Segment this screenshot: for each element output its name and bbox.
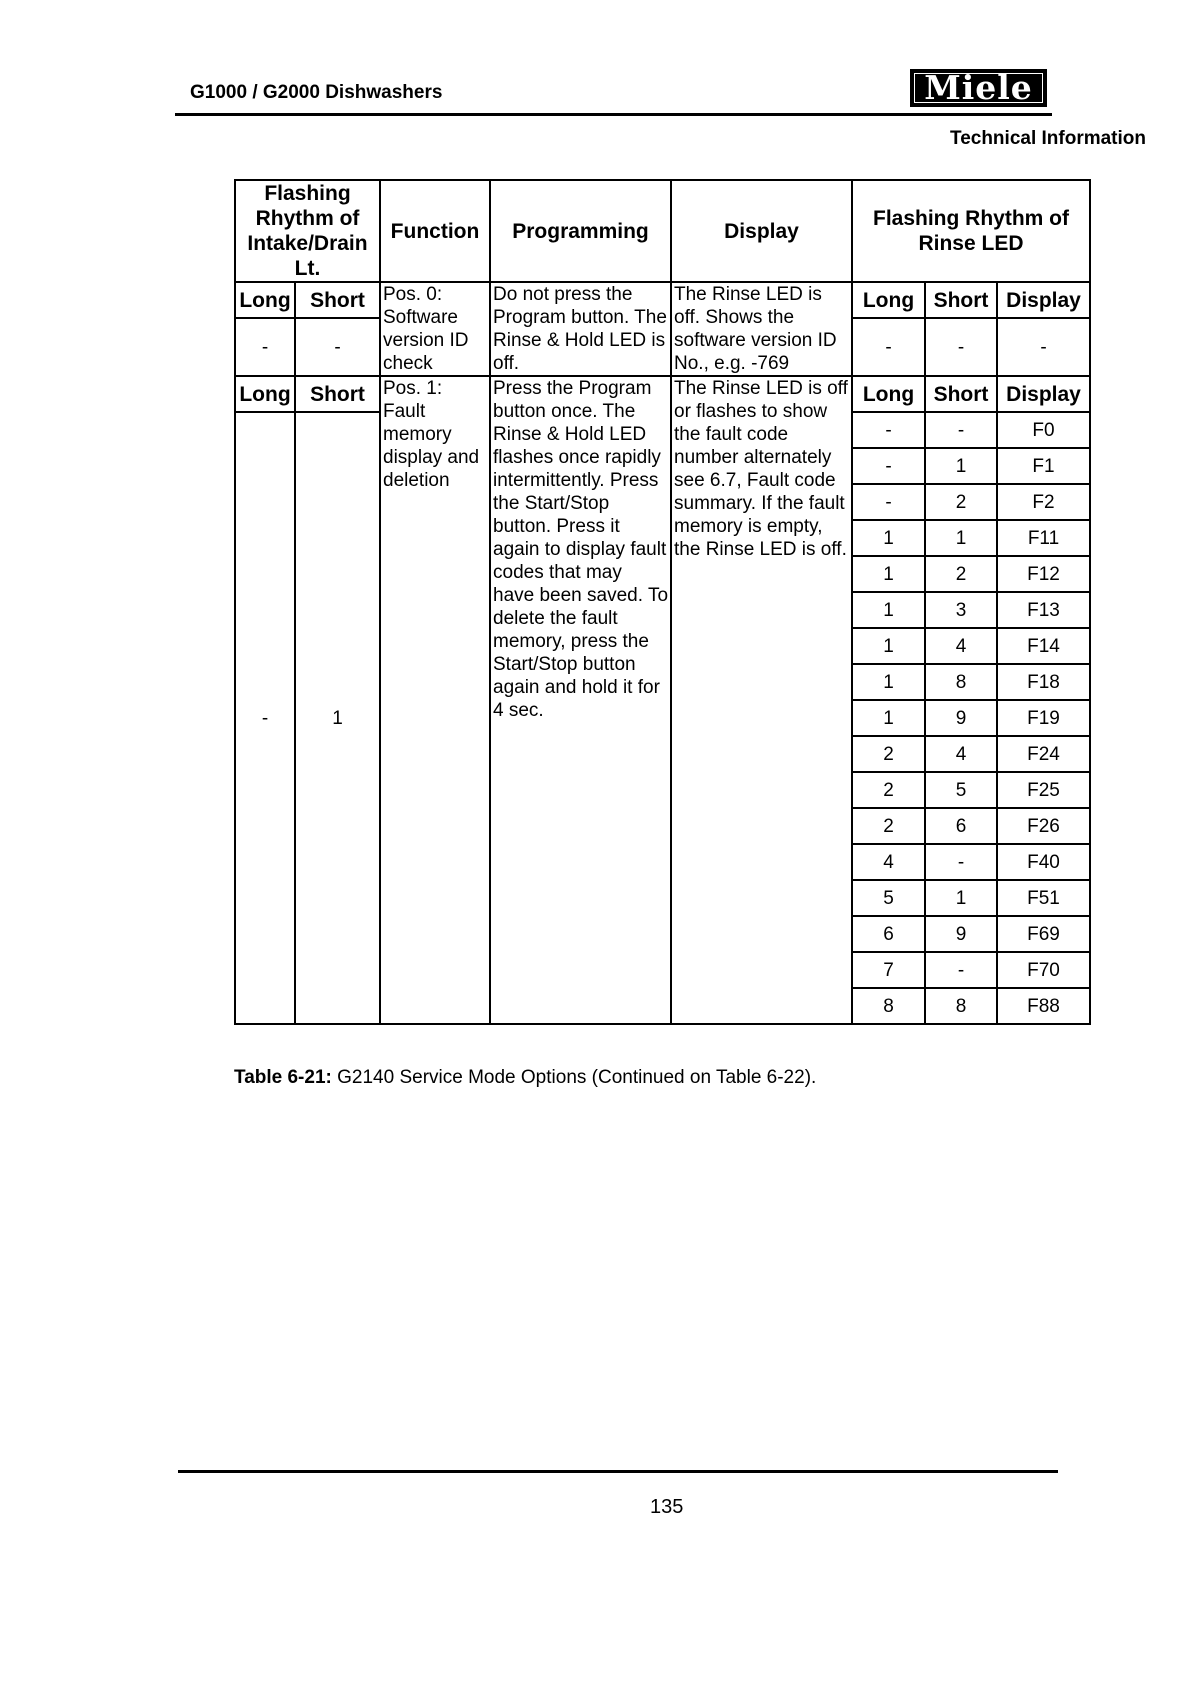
subheader-long: Long [235, 282, 295, 318]
caption-label: Table 6-21: [234, 1067, 332, 1088]
footer-rule [178, 1470, 1058, 1473]
miele-logo [910, 69, 1047, 107]
fault-display: F18 [997, 664, 1090, 700]
subheader-long: Long [852, 282, 925, 318]
pos1-subheader-row [235, 376, 1090, 412]
fault-display: F0 [997, 412, 1090, 448]
pos1-function: Pos. 1: Fault memory display and deletion [380, 376, 490, 1024]
document-title: G1000 / G2000 Dishwashers [190, 82, 443, 103]
fault-display: F70 [997, 952, 1090, 988]
pos0-rinse-short: - [925, 318, 997, 376]
pos0-intake-short: - [295, 318, 380, 376]
subheader-long: Long [852, 376, 925, 412]
pos0-subheader-row [235, 282, 1090, 318]
fault-long: 1 [852, 520, 925, 556]
pos0-programming: Do not press the Program button. The Rinse & Hold LED is off. [490, 282, 671, 376]
service-mode-table [234, 179, 1091, 1025]
section-title: Technical Information [950, 128, 1147, 149]
pos1-intake-long: - [235, 412, 295, 1024]
fault-display: F69 [997, 916, 1090, 952]
fault-display: F40 [997, 844, 1090, 880]
fault-long: 1 [852, 592, 925, 628]
fault-display: F2 [997, 484, 1090, 520]
header-rule [175, 113, 1052, 116]
fault-long: 1 [852, 700, 925, 736]
subheader-short: Short [295, 376, 380, 412]
fault-short: 1 [925, 520, 997, 556]
fault-display: F12 [997, 556, 1090, 592]
caption-text: G2140 Service Mode Options (Continued on Table 6-22). [331, 1067, 817, 1088]
fault-long: 1 [852, 556, 925, 592]
header-display: Display [671, 180, 852, 282]
fault-long: 5 [852, 880, 925, 916]
header-programming: Programming [490, 180, 671, 282]
fault-long: 1 [852, 664, 925, 700]
fault-display: F14 [997, 628, 1090, 664]
pos1-intake-short: 1 [295, 412, 380, 1024]
fault-display: F11 [997, 520, 1090, 556]
fault-display: F24 [997, 736, 1090, 772]
fault-short: 9 [925, 916, 997, 952]
fault-short: 2 [925, 484, 997, 520]
fault-short: 1 [925, 448, 997, 484]
subheader-display: Display [997, 282, 1090, 318]
fault-long: 6 [852, 916, 925, 952]
fault-short: 6 [925, 808, 997, 844]
fault-short: 8 [925, 988, 997, 1024]
page-number: 135 [650, 1496, 684, 1518]
fault-short: 8 [925, 664, 997, 700]
fault-long: 7 [852, 952, 925, 988]
fault-short: - [925, 412, 997, 448]
fault-long: - [852, 412, 925, 448]
fault-display: F19 [997, 700, 1090, 736]
table-header-row [235, 180, 1090, 282]
fault-display: F51 [997, 880, 1090, 916]
fault-short: 4 [925, 736, 997, 772]
fault-long: - [852, 448, 925, 484]
fault-long: 2 [852, 772, 925, 808]
fault-short: 4 [925, 628, 997, 664]
header-intake-drain: Flashing Rhythm of Intake/Drain Lt. [235, 180, 380, 282]
pos0-rinse-display: - [997, 318, 1090, 376]
fault-short: 1 [925, 880, 997, 916]
pos0-function: Pos. 0: Software version ID check [380, 282, 490, 376]
table-caption [234, 1067, 816, 1089]
fault-display: F25 [997, 772, 1090, 808]
subheader-display: Display [997, 376, 1090, 412]
fault-display: F13 [997, 592, 1090, 628]
fault-short: 5 [925, 772, 997, 808]
fault-short: - [925, 952, 997, 988]
fault-short: 9 [925, 700, 997, 736]
fault-short: 2 [925, 556, 997, 592]
fault-long: 2 [852, 808, 925, 844]
fault-short: - [925, 844, 997, 880]
fault-display: F26 [997, 808, 1090, 844]
subheader-short: Short [925, 376, 997, 412]
fault-short: 3 [925, 592, 997, 628]
pos0-intake-long: - [235, 318, 295, 376]
logo-text: Miele [924, 68, 1033, 107]
pos1-display: The Rinse LED is off or flashes to show the fault code number alternately see 6.7, Fault code summary. If the fault memory is empty, the Rinse LED is off. [671, 376, 852, 1024]
header-rinse-led: Flashing Rhythm of Rinse LED [852, 180, 1090, 282]
fault-display: F1 [997, 448, 1090, 484]
fault-long: - [852, 484, 925, 520]
header-function: Function [380, 180, 490, 282]
fault-long: 2 [852, 736, 925, 772]
subheader-long: Long [235, 376, 295, 412]
subheader-short: Short [295, 282, 380, 318]
subheader-short: Short [925, 282, 997, 318]
fault-long: 8 [852, 988, 925, 1024]
pos1-programming: Press the Program button once. The Rinse & Hold LED flashes once rapidly intermittently. Press the Start/Stop button. Press it again to display fault codes that may have been saved. To delete the fault memory, press the Start/Stop button again and hold it for 4 sec. [490, 376, 671, 1024]
fault-long: 4 [852, 844, 925, 880]
fault-long: 1 [852, 628, 925, 664]
pos0-display: The Rinse LED is off. Shows the software version ID No., e.g. -769 [671, 282, 852, 376]
fault-display: F88 [997, 988, 1090, 1024]
pos0-rinse-long: - [852, 318, 925, 376]
